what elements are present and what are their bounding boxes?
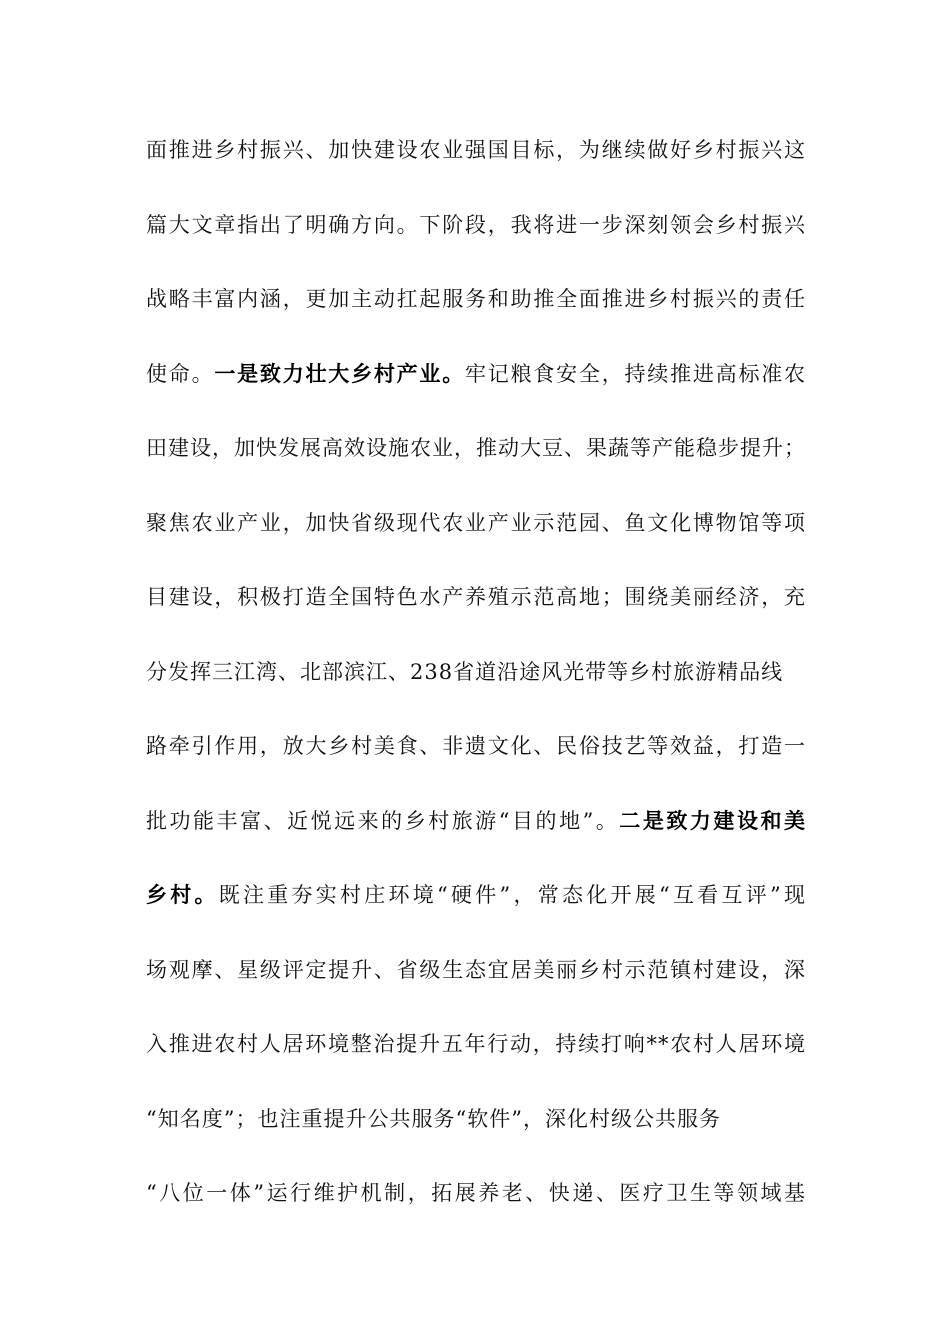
text-line	[146, 277, 806, 352]
text-line	[146, 203, 806, 278]
text-span: 入推进农村人居环境整治提升五年行动，持续打响**农村人居环境	[146, 1032, 806, 1056]
text-span: 路牵引作用，放大乡村美食、非遗文化、民俗技艺等效益，打造一	[146, 734, 806, 758]
text-span: 使命。	[146, 361, 215, 386]
text-span: 牢记粮食安全，持续推进高标准农	[465, 361, 807, 386]
text-span: 面推进乡村振兴、加快建设农业强国目标，为继续做好乡村振兴这	[146, 138, 806, 162]
text-span: 篇大文章指出了明确方向。下阶段，我将进一步深刻领会乡村振兴	[146, 212, 806, 237]
text-line	[146, 650, 806, 725]
text-line	[146, 426, 806, 501]
text-span: 场观摩、星级评定提升、省级生态宜居美丽乡村示范镇村建设，深	[146, 957, 806, 982]
body-paragraph	[146, 128, 806, 1246]
text-line	[146, 352, 806, 427]
text-line	[146, 575, 806, 650]
bold-heading-span: 乡村。	[146, 882, 219, 907]
text-span: 分发挥三江湾、北部滨江、238省道沿途风光带等乡村旅游精品线	[146, 659, 784, 684]
text-line	[146, 128, 806, 203]
text-line	[146, 948, 806, 1023]
text-span: 目建设，积极打造全国特色水产养殖示范高地；围绕美丽经济，充	[146, 585, 806, 609]
text-line	[146, 501, 806, 576]
text-span: “知名度”；也注重提升公共服务“软件”，深化村级公共服务	[146, 1106, 721, 1131]
text-span: 田建设，加快发展高效设施农业，推动大豆、果蔬等产能稳步提升；	[146, 436, 806, 460]
text-span: “八位一体”运行维护机制，拓展养老、快递、医疗卫生等领域基	[146, 1181, 806, 1205]
bold-heading-span: 一是致力壮大乡村产业。	[214, 360, 466, 386]
text-span: 聚焦农业产业，加快省级现代农业产业示范园、鱼文化博物馆等项	[146, 510, 806, 535]
bold-heading-span: 二是致力建设和美	[619, 807, 806, 833]
text-span: 战略丰富内涵，更加主动扛起服务和助推全面推进乡村振兴的责任	[146, 287, 806, 311]
text-line	[146, 724, 806, 799]
text-line	[146, 1171, 806, 1246]
text-line	[146, 1022, 806, 1097]
text-span: 既注重夯实村庄环境“硬件”，常态化开展“互看互评”现	[218, 883, 806, 907]
text-line	[146, 799, 806, 874]
text-span: 批功能丰富、近悦远来的乡村旅游“目的地”。	[146, 808, 620, 833]
text-line	[146, 873, 806, 948]
text-line	[146, 1097, 806, 1172]
